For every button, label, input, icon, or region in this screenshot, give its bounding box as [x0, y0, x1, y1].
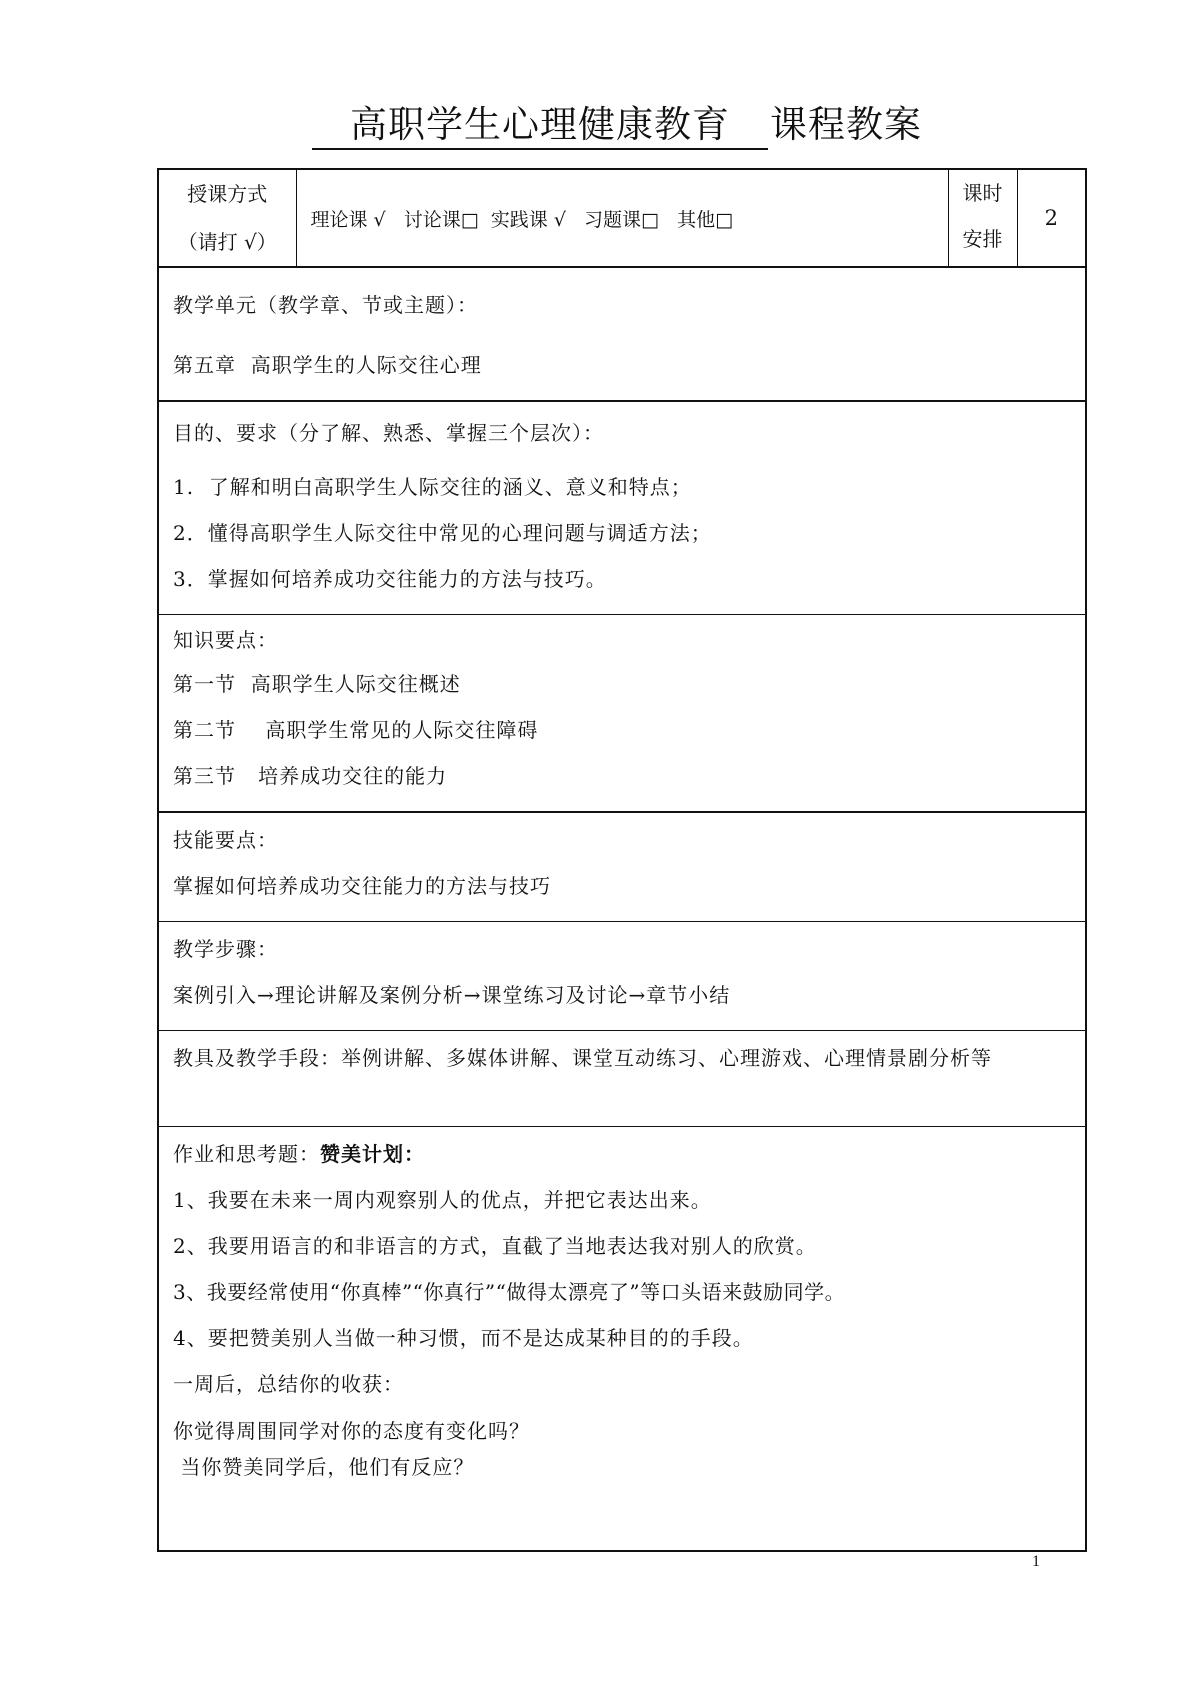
homework-item: 4、要把赞美别人当做一种习惯，而不是达成某种目的的手段。 [173, 1326, 754, 1350]
knowledge-cell [158, 615, 1086, 813]
homework-heading: 作业和思考题： [173, 1142, 320, 1166]
homework-summary-prompt: 一周后，总结你的收获： [173, 1372, 404, 1396]
unit-cell [158, 267, 1086, 401]
homework-plan-title: 赞美计划： [320, 1142, 425, 1166]
homework-item: 2、我要用语言的和非语言的方式，直截了当地表达我对别人的欣赏。 [173, 1234, 817, 1258]
teaching-method-options [296, 169, 948, 267]
teaching-method-row [158, 169, 1086, 267]
title-suffix: 课程教案 [770, 103, 922, 146]
objective-item: 1. 了解和明白高职学生人际交往的涵义、意义和特点； [173, 475, 692, 499]
homework-question: 你觉得周围同学对你的态度有变化吗？ [173, 1419, 530, 1443]
unit-value: 第五章 高职学生的人际交往心理 [173, 353, 482, 377]
document-title [312, 100, 922, 150]
page-number: 1 [1032, 1553, 1040, 1570]
tools-row [158, 1031, 1086, 1127]
objectives-row [158, 401, 1086, 615]
objective-item: 3．掌握如何培养成功交往能力的方法与技巧。 [173, 567, 607, 591]
steps-value: 案例引入→理论讲解及案例分析→课堂练习及讨论→章节小结 [173, 983, 731, 1007]
unit-heading: 教学单元（教学章、节或主题）： [173, 293, 478, 317]
homework-row [158, 1127, 1086, 1551]
homework-heading-line [173, 1131, 1073, 1177]
hours-label [948, 169, 1017, 267]
teaching-method-label [158, 169, 296, 267]
teaching-method-options-text: 理论课 √ 讨论课□ 实践课 √ 习题课□ 其他□ [310, 208, 734, 231]
course-name: 高职学生心理健康教育 [312, 102, 768, 150]
knowledge-item: 第三节 培养成功交往的能力 [173, 764, 448, 788]
knowledge-row [158, 615, 1086, 813]
skills-row [158, 812, 1086, 922]
steps-row [158, 922, 1086, 1031]
hours-label-line1: 课时 [962, 181, 1003, 205]
skills-cell [158, 812, 1086, 922]
skills-value: 掌握如何培养成功交往能力的方法与技巧 [173, 874, 551, 898]
objectives-heading: 目的、要求（分了解、熟悉、掌握三个层次）： [173, 421, 604, 445]
lesson-plan-table [157, 168, 1087, 1552]
hours-value: 2 [1017, 169, 1086, 267]
teaching-method-label-line1: 授课方式 [187, 182, 268, 206]
objective-item: 2．懂得高职学生人际交往中常见的心理问题与调适方法； [173, 521, 712, 545]
hours-label-line2: 安排 [962, 227, 1003, 251]
knowledge-heading: 知识要点： [173, 628, 278, 652]
steps-heading: 教学步骤： [173, 937, 278, 961]
homework-cell [158, 1127, 1086, 1551]
homework-item: 1、我要在未来一周内观察别人的优点，并把它表达出来。 [173, 1188, 712, 1212]
skills-heading: 技能要点： [173, 828, 278, 852]
unit-row [158, 267, 1086, 401]
tools-value: 教具及教学手段：举例讲解、多媒体讲解、课堂互动练习、心理游戏、心理情景剧分析等 [173, 1046, 992, 1070]
teaching-method-label-line2: （请打 √） [177, 230, 277, 254]
objectives-cell [158, 401, 1086, 615]
knowledge-item: 第二节 高职学生常见的人际交往障碍 [173, 718, 539, 742]
homework-item: 3、我要经常使用“你真棒”“你真行”“做得太漂亮了”等口头语来鼓励同学。 [173, 1280, 846, 1304]
homework-question: 当你赞美同学后，他们有反应？ [173, 1455, 475, 1479]
tools-cell [158, 1031, 1086, 1127]
steps-cell [158, 922, 1086, 1031]
knowledge-item: 第一节 高职学生人际交往概述 [173, 672, 461, 696]
